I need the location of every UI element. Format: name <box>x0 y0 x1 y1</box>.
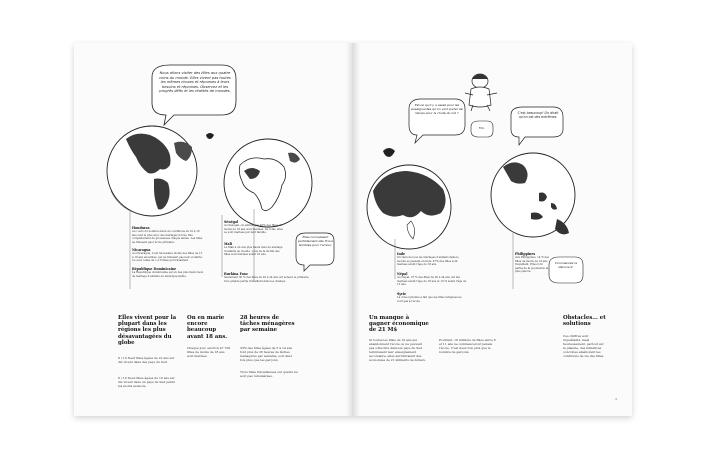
stat-heading-obstacles: Obstacles... et solutions <box>563 315 606 328</box>
stat-text-marriage: Chaque jour, environ 47 700 filles de moins de 18 ans sont mariées. <box>187 346 231 358</box>
left-page <box>74 43 353 416</box>
stat-text-regions-1: 8 / 10 Neuf filles âgées de 10 ans sur dix vivent dans des pays du Sud. <box>118 356 175 364</box>
speech-bubble-c-text: C'est beaucoup! On dirait qu'on est des extrêmes. <box>517 111 559 119</box>
country-note-nicaragua: Nicaragua Au Nicaragua, il est nécessaire moins des filles de 15 à 19 ans enceintes, qui ne finissent pas leur scolarité. Ce sont celles de 1 à 8 filles qui travaillent. <box>132 248 203 263</box>
speech-bubble-a-text: Est-ce qu'il y a assez pour les enseignantes qu'on vont parler de temps pour la chute du nid ? <box>411 103 463 115</box>
stat-text-economic-1: Si toutes les filles de 10 ans qui abandonnent l'école ou ne peuvent pas s'inscrire dans les pays du Sud terminaient leur enseignement secondaire, elles enrichiraient des économies de 21 milliards de dollars. <box>369 338 426 362</box>
stat-heading-regions: Elles vivent pour la plupart dans les régions les plus désavantagées du globe <box>118 315 177 346</box>
country-note-syrie: Syrie La crise syrienne a fait que les filles réfugiées ne vont pas à l'école. <box>397 292 462 303</box>
country-note-dominican-republic: République Dominicaine La République dominicaine est un des plus hauts taux de mariage d'enfants en Amérique latine. <box>132 267 204 278</box>
left-page-illustration <box>74 43 353 416</box>
stat-text-chores-1: 33% des filles âgées de 5 à 14 ans font plus de 28 heures de tâches ménagères par semaine, soit deux fois plus que les garçons. <box>240 346 293 362</box>
bird-icon <box>206 133 214 139</box>
stat-text-economic-2: Pourtant, 16 millions de filles entre 6 et 11 ans ne commenceront jamais l'école. C'est deux fois plus que le nombre de garçons. <box>439 338 496 354</box>
country-note-honduras: Honduras Au cours du nombre élevé de conditions de 10 à 18 ans sont le plus avec des mariages forcés. Pas complètement de grossesses chaque année. Les filles ne finissent pas l'école primaire. <box>132 226 203 244</box>
bird-icon-right <box>383 148 395 157</box>
open-brochure <box>74 43 632 416</box>
country-note-nepal: Népal Au Népal, 37 % des filles de 20 à 24 ans ont été mariées avant l'âge de 18 ans et 10 % avant l'âge de 15 ans. <box>397 272 467 287</box>
page-number: 3 <box>615 397 617 401</box>
stat-text-obstacles: Ces chiffres sont inquiétants, mais heureusement, partout sur la planète, des initiatives concrètes améliorent les conditions de vie des filles. <box>563 334 605 358</box>
character-illustration-icon <box>465 74 497 111</box>
book-gutter <box>346 43 360 416</box>
stat-text-regions-2: 8 / 10 Deux filles âgées de 10 ans sur dix vivent dans un pays du Sud parmi les moins avancés. <box>118 376 176 388</box>
stat-heading-chores: 28 heures de tâches ménagères par semaine <box>240 315 295 334</box>
country-note-senegal: Sénégal Au Sénégal, on estime que 40% des filles de moins de 18 ans sont mariées. Au total, elles se sont mariées par leur famille. <box>224 220 283 235</box>
right-page <box>353 43 632 416</box>
speech-bubble-main-text: Nous allons visiter des filles aux quatre coins du monde. Elles vivent pas toutes les mêmes choses et réponses à leurs besoins et réponses. Observez et les progrès défis et les réalités de mondes. <box>159 71 231 94</box>
speech-bubble-small-text: Elles connaissent parfaitement des Trous terribles pour l'amour. <box>298 235 333 247</box>
stat-text-chores-2: Trois filles travailleuses sur quatre ne sont pas rémunérées. <box>240 370 298 378</box>
country-note-inde: Inde Un tiers de tous les mariages d'enfants dans le monde se passent en Inde. 47% des filles sont mariées avant l'âge de 18 ans. <box>397 252 459 267</box>
country-note-mali: Mali Le Mali a un des plus hauts taux de mariage d'enfants au monde : plus de la moitié des filles sont mariées avant 18 ans. <box>224 242 283 257</box>
country-note-philippines: Philippines Aux Philippines, 14 % des filles de moins de 18 ans travaillent. Elles font partie de la population la plus pauvre. <box>515 252 550 274</box>
speech-bubble-d-text: Commencez la découvrir. <box>554 261 578 269</box>
stat-heading-economic: Un manque à gagner économique de 21 M$ <box>369 315 429 334</box>
speech-bubble-b-text: Fini. <box>478 126 486 130</box>
country-note-burkina-faso: Burkina Faso Seulement 36 % des filles de 20 à 24 ans ont achevé le primaire. Une grande partie travaillent dans les champs. <box>224 272 310 283</box>
stat-heading-marriage: On en marie encore beaucoup avant 18 ans. <box>187 315 228 340</box>
